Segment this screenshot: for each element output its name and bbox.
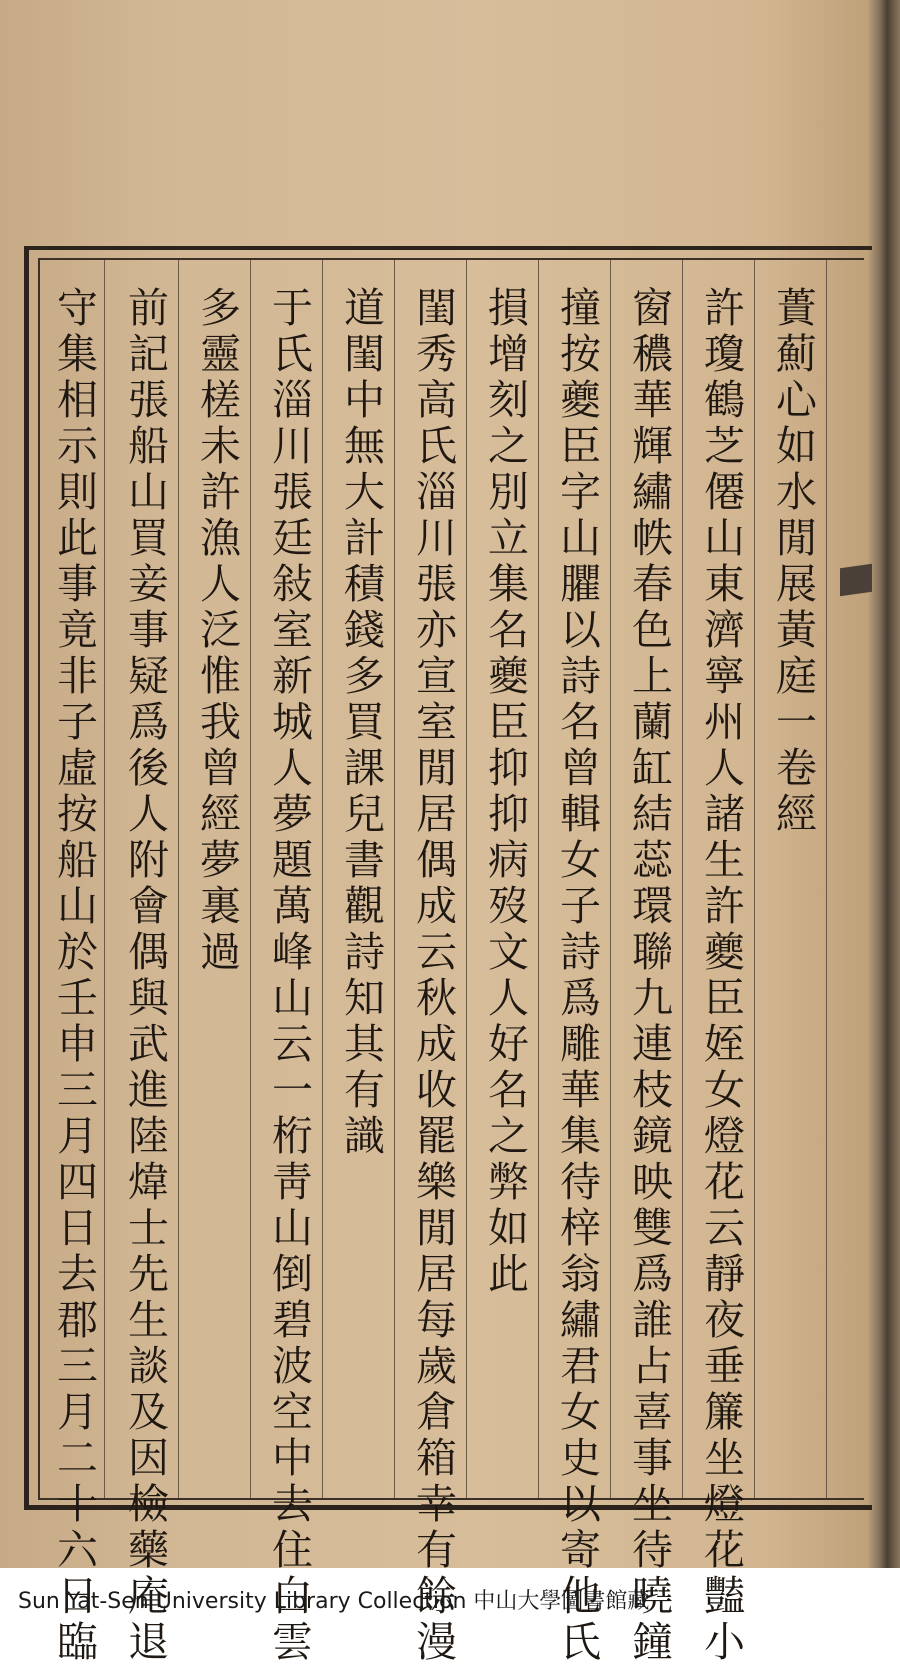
text-column-2: 許瓊鶴芝僊山東濟寧州人諸生許夔臣姪女燈花云靜夜垂簾坐燈花豔小	[697, 286, 745, 1666]
text-column-9: 多靈槎未許漁人泛惟我曾經夢裏過	[193, 286, 241, 976]
library-collection-caption: Sun Yat-Sen University Library Collection 中山大學圖書館藏	[18, 1589, 650, 1614]
column-rule	[826, 260, 827, 1498]
column-rule	[682, 260, 683, 1498]
column-rule	[394, 260, 395, 1498]
column-rule	[466, 260, 467, 1498]
column-rule	[754, 260, 755, 1498]
text-column-8: 于氏淄川張廷敍室新城人夢題萬峰山云一桁靑山倒碧波空中去住白雲	[265, 286, 313, 1666]
page-edge	[868, 0, 900, 1568]
text-column-4: 撞按夔臣字山臞以詩名曾輯女子詩爲雕華集待梓翁繡君女史以寄他氏	[553, 286, 601, 1666]
column-rule	[322, 260, 323, 1498]
text-column-5: 損增刻之別立集名夔臣抑抑病歿文人好名之弊如此	[481, 286, 529, 1298]
column-rule	[538, 260, 539, 1498]
text-column-3: 窗穠華輝繡帙春色上蘭缸結蕊環聯九連枝鏡映雙爲誰占喜事坐待曉鐘	[625, 286, 673, 1666]
text-column-6: 閨秀高氏淄川張亦宣室閒居偶成云秋成收罷樂閒居每歲倉箱幸有餘漫	[409, 286, 457, 1666]
text-column-1: 蕢薊心如水閒展黃庭一卷經	[769, 286, 817, 838]
column-rule	[178, 260, 179, 1498]
text-column-11: 守集相示則此事竟非子虛按船山於壬申三月四日去郡三月二十六日臨	[50, 286, 98, 1666]
text-column-10: 前記張船山買妾事疑爲後人附會偶與武進陸煒士先生談及因檢藥庵退	[121, 286, 169, 1666]
text-column-7: 道閨中無大計積錢多買課兒書觀詩知其有識	[337, 286, 385, 1160]
column-rule	[104, 260, 105, 1498]
column-rule	[610, 260, 611, 1498]
column-rule	[250, 260, 251, 1498]
